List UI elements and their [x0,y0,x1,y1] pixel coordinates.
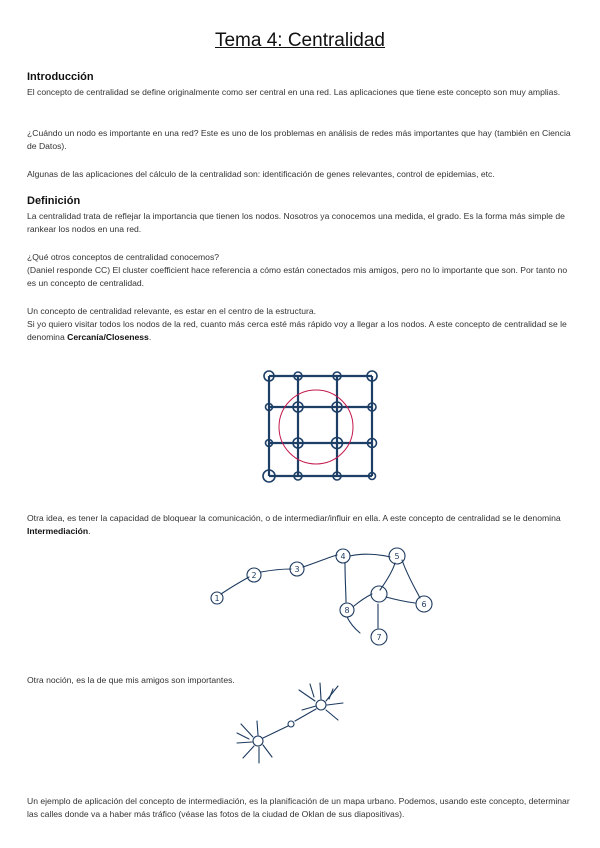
intro-paragraph-1: El concepto de centralidad se define originalmente como ser central en una red. Las aplicaciones que tiene este concepto son muy amplias. [27,87,561,97]
sketch-label-3: 3 [294,565,300,574]
betweenness-end: . [88,526,91,536]
urban-application-paragraph: Un ejemplo de aplicación del concepto de intermediación, es la planificación de un mapa urbano. Podemos, usando este concepto, determinar las calles donde va a haber más tráfico (véase las fotos de la ciudad de Oklan de sus diapositivas). [27,796,570,819]
definition-paragraph-1: La centralidad trata de reflejar la importancia que tienen los nodos. Nosotros ya conocemos una medida, el grado. Es la forma más simple de rankear los nodos en una red. [27,211,565,234]
sketch-label-4: 4 [340,552,346,561]
closeness-end: . [148,332,152,342]
intro-paragraph-2: ¿Cuándo un nodo es importante en una red? Este es uno de los problemas en análisis de redes más importantes que hay (también en Ciencia de Datos). [27,128,571,151]
heading-definicion: Definición [27,195,81,207]
closeness-term: Cercanía/Closeness [67,332,149,342]
betweenness-term: Intermediación [27,526,89,536]
page-title: Tema 4: Centralidad [214,30,386,51]
closeness-text: Si yo quiero visitar todos los nodos de la red, cuanto más cerca esté más rápido voy a llegar a los nodos. A este concepto de centralidad se le denomina [27,319,567,342]
sketch-label-8: 8 [344,606,350,615]
sketch-label-6: 6 [421,600,427,609]
sketch-label-5: 5 [394,552,400,561]
closeness-intro: Un concepto de centralidad relevante, es estar en el centro de la estructura. [27,306,317,316]
betweenness-text: Otra idea, es tener la capacidad de bloquear la comunicación, o de intermediar/influir en ella. A este concepto de centralidad se le denomina [27,513,561,523]
sketch-label-1: 1 [214,594,220,603]
heading-introduccion: Introducción [27,71,94,83]
intro-paragraph-3: Algunas de las aplicaciones del cálculo de la centralidad son: identificación de genes relevantes, control de epidemias, etc. [27,169,495,179]
sketch-label-7: 7 [376,633,382,642]
hub-sketch-strokes [237,683,343,763]
sketch-label-2: 2 [251,571,257,580]
definition-question: ¿Qué otros conceptos de centralidad conocemos? [27,252,220,262]
definition-answer: (Daniel responde CC) El cluster coefficient hace referencia a cómo están conectados mis amigos, pero no lo importante que son. Por tanto no es un concepto de centralidad. [27,265,568,288]
eigenvector-paragraph: Otra noción, es la de que mis amigos son importantes. [27,675,235,685]
